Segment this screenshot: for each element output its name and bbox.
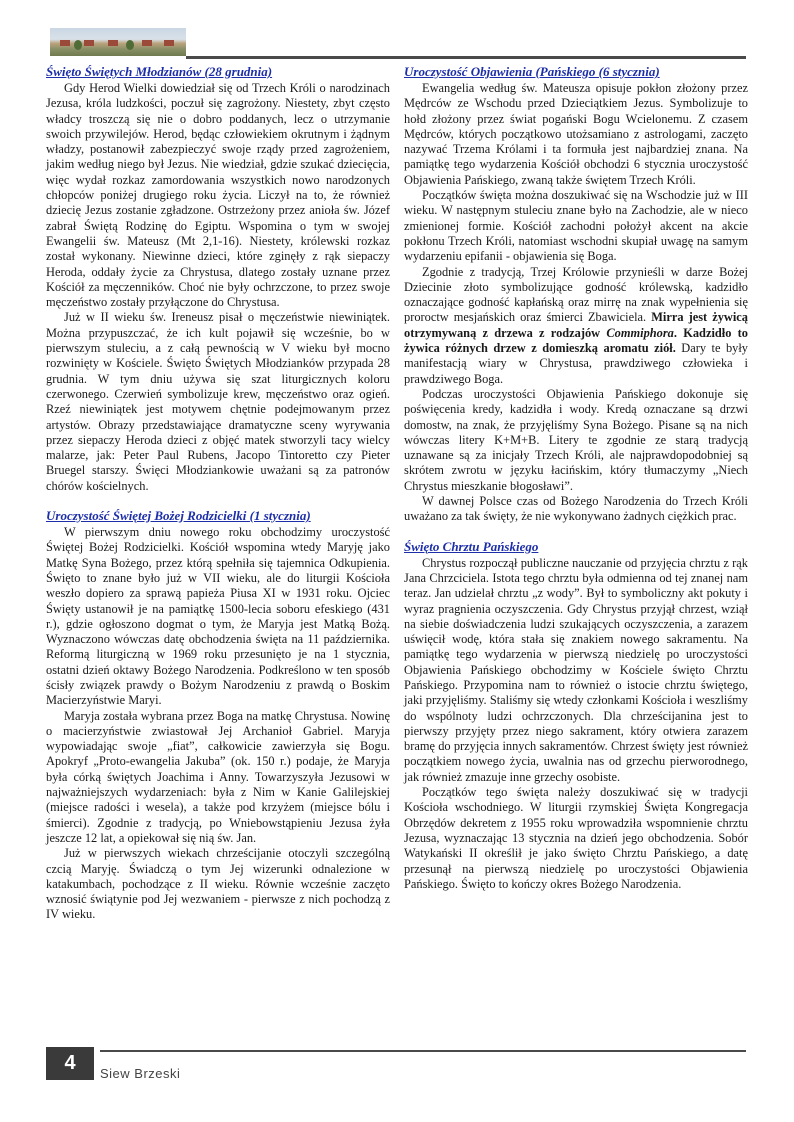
magazine-name: Siew Brzeski — [100, 1066, 181, 1081]
section-title-boza-rodzicielka: Uroczystość Świętej Bożej Rodzicielki (1 stycznia) — [46, 508, 311, 524]
left-column — [46, 64, 390, 923]
italic-term: Commiphora — [606, 325, 674, 340]
paragraph: Maryja została wybrana przez Boga na matkę Chrystusa. Nowinę o macierzyństwie zwiastował Jej Archanioł Gabriel. Maryja wypowiadając swoje „fiat”, całkowicie zawierzyła się Bogu. Apokryf „Proto-ewangelia Jakuba” (ok. 150 r.) podaje, że Maryja była córką świętych Joachima i Anny. Towarzyszyła Jezusowi w najważniejszych wydarzeniach: była z Nim w Kanie Galilejskiej (miejsce radości i wesela), a także pod krzyżem (miejsce bólu i śmierci). Zgodnie z tradycją, po Wniebowstąpieniu Jezusa żyła jeszcze 12 lat, a opiekował się nią św. Jan. — [46, 708, 390, 845]
bold-run: . Kadzidło to żywica różnych drzew z domieszką aromatu ziół. — [404, 325, 748, 356]
paragraph: Początków tego święta należy doszukiwać się w tradycji Kościoła wschodniego. W liturgii rzymskiej Święta Kongregacja Obrzędów dekretem z 1955 roku wprowadziła wspomnienie chrztu Jezusa, wyznaczając 13 stycznia na dzień jego obchodzenia. Sobór Watykański II określił je jako święto Chrztu Pańskiego, a datę przesunął na pierwszą niedzielę po uroczystości Objawienia Pańskiego. Święto to kończy okres Bożego Narodzenia. — [404, 785, 748, 891]
bottom-rule — [100, 1050, 746, 1052]
top-rule — [186, 56, 746, 59]
paragraph: Już w pierwszych wiekach chrześcijanie otoczyli szczególną czcią Maryję. Świadczą o tym Jej wizerunki odnalezione w katakumbach, pochodzące z II wieku. Równie wcześnie zaczęto wznosić świątynie pod Jej wezwaniem - pierwsze z nich pochodzą z IV wieku. — [46, 846, 390, 922]
paragraph: W pierwszym dniu nowego roku obchodzimy uroczystość Świętej Bożej Rodzicielki. Kościół wspomina wtedy Maryję jako Matkę Syna Bożego, przez którą spełniła się tajemnica Odkupienia. Święto to znane było już w VII wieku, ale do liturgii Kościoła weszło dopiero za sprawą papieża Piusa XI w 1931 roku. Ojciec Święty ustanowił je na pamiątkę 1500-lecia soboru efeskiego (431 r.), gdzie ogłoszono dogmat o tym, że Maryja jest Matką Bożą. Wyznaczono wówczas datę obchodzenia święta na 11 października. Reformą liturgiczną w 1969 roku przesunięto je na 1 stycznia, ostatni dzień oktawy Bożego Narodzenia. Podkreślono w ten sposób ścisły związek prawdy o Bożym Narodzeniu z prawdą o Boskim Macierzyństwie Maryi. — [46, 525, 390, 708]
paragraph-gifts — [404, 265, 748, 387]
text-run: Dary te były manifestacją wiary w Chrystusa, prawdziwego człowieka i prawdziwego Boga. — [404, 341, 748, 386]
section-title-chrzest: Święto Chrztu Pańskiego — [404, 538, 539, 554]
header-photo-strip — [50, 28, 186, 56]
paragraph: Ewangelia według św. Mateusza opisuje pokłon złożony przez Mędrców ze Wschodu przed Dzieciątkiem Jezus. Symbolizuje to hołd złożony przez świat pogański Bogu Wcielonemu. Z czasem Mędrców, których początkowo utożsamiano z astrologami, zaczęto nazywać Trzema Królami i ta formuła jest najbardziej znana. Na pamiątkę tego wydarzenia Kościół obchodzi 6 stycznia uroczystość Objawienia Pańskiego, zwaną także świętem Trzech Króli. — [404, 81, 748, 187]
paragraph: Gdy Herod Wielki dowiedział się od Trzech Króli o narodzinach Jezusa, króla ludzkości, poczuł się zagrożony. Niestety, zbyt często władcy troszczą się nie o dobro poddanych, lecz o utrzymanie swoich przywilejów. Herod, będąc człowiekiem okrutnym i żądnym władzy, postanowił zabezpieczyć swoje rządy przed zagrożeniem, jakim według niego był Jezus. Nie wiedział, gdzie szukać dziecięcia, więc wydał rozkaz zamordowania wszystkich nowo narodzonych chłopców poniżej drugiego roku życia. Liczył na to, że również dziecię Jezus zostanie zgładzone. Ostrzeżony przez anioła św. Józef zabrał Świętą Rodzinę do Egiptu. Wspomina o tym w swojej Ewangelii św. Mateusz (Mt 2,1-16). Niestety, królewski rozkaz został wykonany. Niewinne dzieci, które zginęły z rąk siepaczy Heroda, oddały życie za Chrystusa, dlatego zostały uznane przez Kościół za męczenników. Choć nie były ochrzczone, to przez swoje męczeństwo zostały przyłączone do Chrystusa. — [46, 81, 390, 310]
page-number: 4 — [46, 1047, 94, 1080]
right-column — [404, 64, 748, 892]
paragraph: Początków święta można doszukiwać się na Wschodzie już w III wieku. W następnym stuleciu znane było na Zachodzie, ale w nieco zmienionej formie. Kościół zachodni położył akcent na akcie pokłonu Trzech Króli, natomiast wschodni skupiał uwagę na samym wydarzeniu epifanii - objawienia się Boga. — [404, 188, 748, 264]
paragraph: W dawnej Polsce czas od Bożego Narodzenia do Trzech Króli uważano za tak święty, że nie wykonywano żadnych ciężkich prac. — [404, 494, 748, 524]
bold-run: Mirra jest żywicą otrzymywaną z drzewa z rodzajów — [404, 310, 748, 340]
paragraph: Podczas uroczystości Objawienia Pańskiego dokonuje się poświęcenia kredy, kadzidła i wody. Kredą oznaczane są drzwi domostw, na znak, że przyjęliśmy Syna Bożego. Pisane są na nich wówczas litery K+M+B. Litery te zgodnie ze starą tradycją uznawane są za inicjały Trzech Króli, ale najprawdopodobniej są skrótem zwrotu w języku łacińskim, który tłumaczymy „Niech Chrystus mieszkanie błogosławi”. — [404, 386, 748, 493]
section-title-objawienie: Uroczystość Objawienia (Pańskiego (6 stycznia) — [404, 64, 660, 79]
section-title-mlodziancy: Święto Świętych Młodzianów (28 grudnia) — [46, 64, 273, 79]
text-run: Zgodnie z tradycją, Trzej Królowie przynieśli w darze Bożej Dziecinie złoto symbolizujące godność królewską, kadzidło oznaczające godność kapłańską oraz mirrę na znak wypełnienia się proroctw mesjańskich oraz śmierci Zbawiciela. — [404, 264, 748, 325]
paragraph: Już w II wieku św. Ireneusz pisał o męczeństwie niewiniątek. Można przypuszczać, że ich kult pojawił się wcześnie, bo w pierwszym stuleciu, a z całą pewnością w V wieku był mocno rozwinięty w Kościele. Święto Świętych Młodzianków przypada 28 grudnia. W tym dniu używa się szat liturgicznych koloru czerwonego. Czerwień symbolizuje krew, męczeństwo oraz ogień. Rzeź niewiniątek jest motywem chętnie podejmowanym przez artystów. Obrazy przedstawiające dramatyczne sceny wyrywania przez siepaczy Heroda dzieci z objęć matek stworzyli tacy wielcy malarze, jak: Peter Paul Rubens, Jacopo Tintoretto czy Pieter Bruegel starszy. Święci Młodziankowie uważani są za patronów chórów kościelnych. — [46, 310, 390, 493]
paragraph: Chrystus rozpoczął publiczne nauczanie od przyjęcia chrztu z rąk Jana Chrzciciela. Istota tego chrztu była odmienna od tej znanej nam teraz. Jan udzielał chrztu „z wody”. Był to symboliczny akt pokuty i wyraz pragnienia oczyszczenia. Gdy Chrystus przyjął chrzest, wziął na siebie doświadczenia ludzi szukających oczyszczenia, a zarazem uświęcił wodę, która stała się znakiem nowego sakramentu. Na pamiątkę tego wydarzenia w pierwszą niedzielę po uroczystości Objawienia Pańskiego obchodzimy w Kościele święto Chrztu Pańskiego. Przypomina nam to również o istocie chrztu świętego, jaki przyjęliśmy. Staliśmy się wtedy członkami Kościoła i weszliśmy do wspólnoty ludzi ochrzczonych. Dla chrześcijanina jest to pierwszy przyjęty przez niego sakrament, który otwiera zarazem bramę do przyjęcia innych sakramentów. Chrzest święty jest również początkiem nowego życia, uwalnia nas od grzechu pierworodnego, jak również zmazuje inne grzechy osobiste. — [404, 555, 748, 784]
